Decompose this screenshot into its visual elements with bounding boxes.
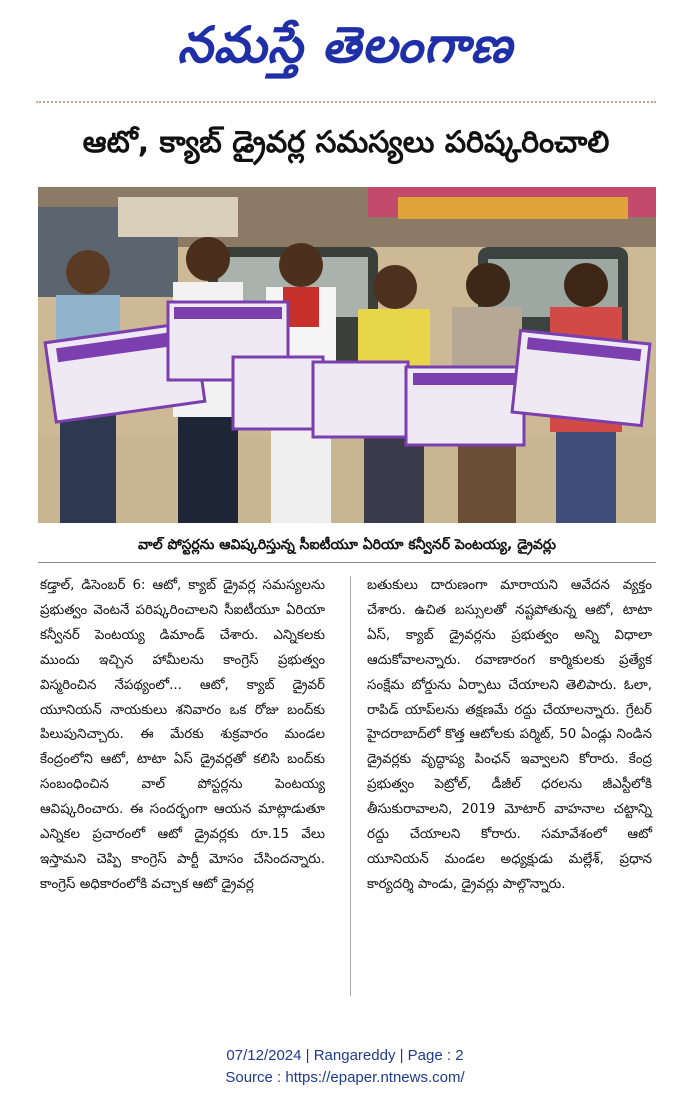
dotted-divider: [36, 101, 656, 103]
photo-caption: వాల్ పోస్టర్లను ఆవిష్కరిస్తున్న సీఐటీయూ ఏరియా కన్వీనర్ పెంటయ్య, డ్రైవర్లు: [138, 537, 556, 553]
page-footer: [0, 1045, 690, 1089]
footer-edition-info: 07/12/2024 | Rangareddy | Page : 2: [226, 1047, 464, 1064]
column-divider: [350, 576, 351, 996]
article-headline: ఆటో, క్యాబ్ డ్రైవర్ల సమస్యలు పరిష్కరించాలి: [82, 125, 610, 160]
article-photo: [38, 187, 656, 523]
newspaper-logo: నమస్తే తెలంగాణ: [177, 16, 513, 74]
article-column-right: [367, 574, 652, 898]
article-body-right: బతుకులు దారుణంగా మారాయని ఆవేదన వ్యక్తం చేశారు. ఉచిత బస్సులతో నష్టపోతున్న ఆటో, టాటా ఏస్, క్యాబ్ డ్రైవర్లను ప్రభుత్వం అన్ని విధాలా ఆదుకోవాలన్నారు. రవాణారంగ కార్మికులకు ప్రత్యేక సంక్షేమ బోర్డును ఏర్పాటు చేయాలని తెలిపారు. ఓలా, రాపిడ్ యాప్‌లను తక్షణమే రద్దు చేయాలన్నారు. గ్రేటర్ హైదరాబాద్‌లో కొత్త ఆటోలకు పర్మిట్, 50 ఏండ్లు నిండిన డ్రైవర్లకు వృద్ధాప్య పింఛన్ ఇవ్వాలని కోరారు. కేంద్ర ప్రభుత్వం పెట్రోల్, డీజీల్ ధరలను జీఎస్టీలోకి తీసుకురావాలని, 2019 మోటార్ వాహనాల చట్టాన్ని రద్దు చేయాలని కోరారు. సమావేశంలో ఆటో యూనియన్ మండల అధ్యక్షుడు మల్లేశ్, ప్రధాన కార్యదర్శి పాండు, డ్రైవర్లు పాల్గొన్నారు.: [367, 578, 652, 892]
article-column-left: [40, 574, 325, 898]
footer-source-link[interactable]: Source : https://epaper.ntnews.com/: [225, 1069, 465, 1086]
article-body-left: కడ్తాల్, డిసెంబర్ 6: ఆటో, క్యాబ్ డ్రైవర్ల సమస్యలను ప్రభుత్వం వెంటనే పరిష్కరించాలని సీఐటీయూ ఏరియా కన్వీనర్ పెంటయ్య డిమాండ్ చేశారు. ఎన్నికలకు ముందు ఇచ్చిన హామీలను కాంగ్రెస్ ప్రభుత్వం విస్మరించిన నేపథ్యంలో... ఆటో, క్యాబ్ డ్రైవర్ యూనియన్ నాయకులు శనివారం ఒక రోజు బంద్‌కు పిలుపునిచ్చారు. ఈ మేరకు శుక్రవారం మండల కేంద్రంలోని ఆటో, టాటా ఏస్ డ్రైవర్లతో కలిసి బంద్‌కు సంబంధించిన వాల్ పోస్టర్లను పెంటయ్య ఆవిష్కరించారు. ఈ సందర్భంగా ఆయన మాట్లాడుతూ ఎన్నికల ప్రచారంలో ఆటో డ్రైవర్లకు రూ.15 వేలు ఇస్తామని చెప్పి కాంగ్రెస్ పార్టీ మోసం చేసిందన్నారు. కాంగ్రెస్ అధికారంలోకి వచ్చాక ఆటో డ్రైవర్ల: [40, 578, 325, 892]
masthead: [0, 6, 690, 86]
caption-divider: [38, 562, 656, 563]
